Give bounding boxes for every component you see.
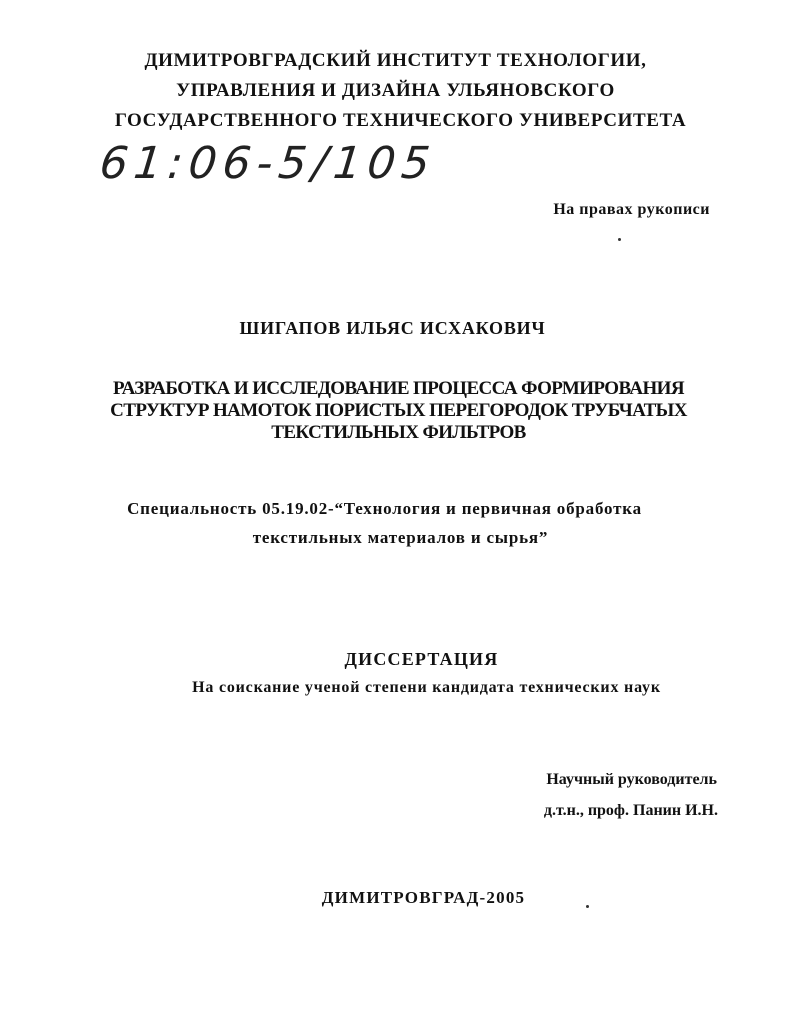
rights-note: На правах рукописи [553,201,710,218]
scan-speck [618,238,621,241]
title-line-1: РАЗРАБОТКА И ИССЛЕДОВАНИЕ ПРОЦЕССА ФОРМИРОВАНИЯ [113,378,684,399]
institution-line-2: УПРАВЛЕНИЯ И ДИЗАЙНА УЛЬЯНОВСКОГО [176,80,615,101]
author-name: ШИГАПОВ ИЛЬЯС ИСХАКОВИЧ [239,318,546,338]
supervisor-name: д.т.н., проф. Панин И.Н. [543,802,718,819]
title-line-3: ТЕКСТИЛЬНЫХ ФИЛЬТРОВ [271,422,526,443]
handwritten-code: 61:06-5/105 [97,138,439,189]
scan-speck [586,905,589,908]
specialty-line-2: текстильных материалов и сырья” [252,528,549,547]
supervisor-label: Научный руководитель [546,771,717,788]
title-line-2: СТРУКТУР НАМОТОК ПОРИСТЫХ ПЕРЕГОРОДОК ТРУБЧАТЫХ [110,400,687,421]
degree: На соискание ученой степени кандидата технических наук [192,679,661,696]
specialty-line-1: Специальность 05.19.02-“Технология и первичная обработка [127,499,642,518]
city-year: ДИМИТРОВГРАД-2005 [321,888,526,907]
institution-line-3: ГОСУДАРСТВЕННОГО ТЕХНИЧЕСКОГО УНИВЕРСИТЕТА [114,110,687,131]
institution-line-1: ДИМИТРОВГРАДСКИЙ ИНСТИТУТ ТЕХНОЛОГИИ, [144,50,647,71]
work-type: ДИССЕРТАЦИЯ [344,649,499,669]
